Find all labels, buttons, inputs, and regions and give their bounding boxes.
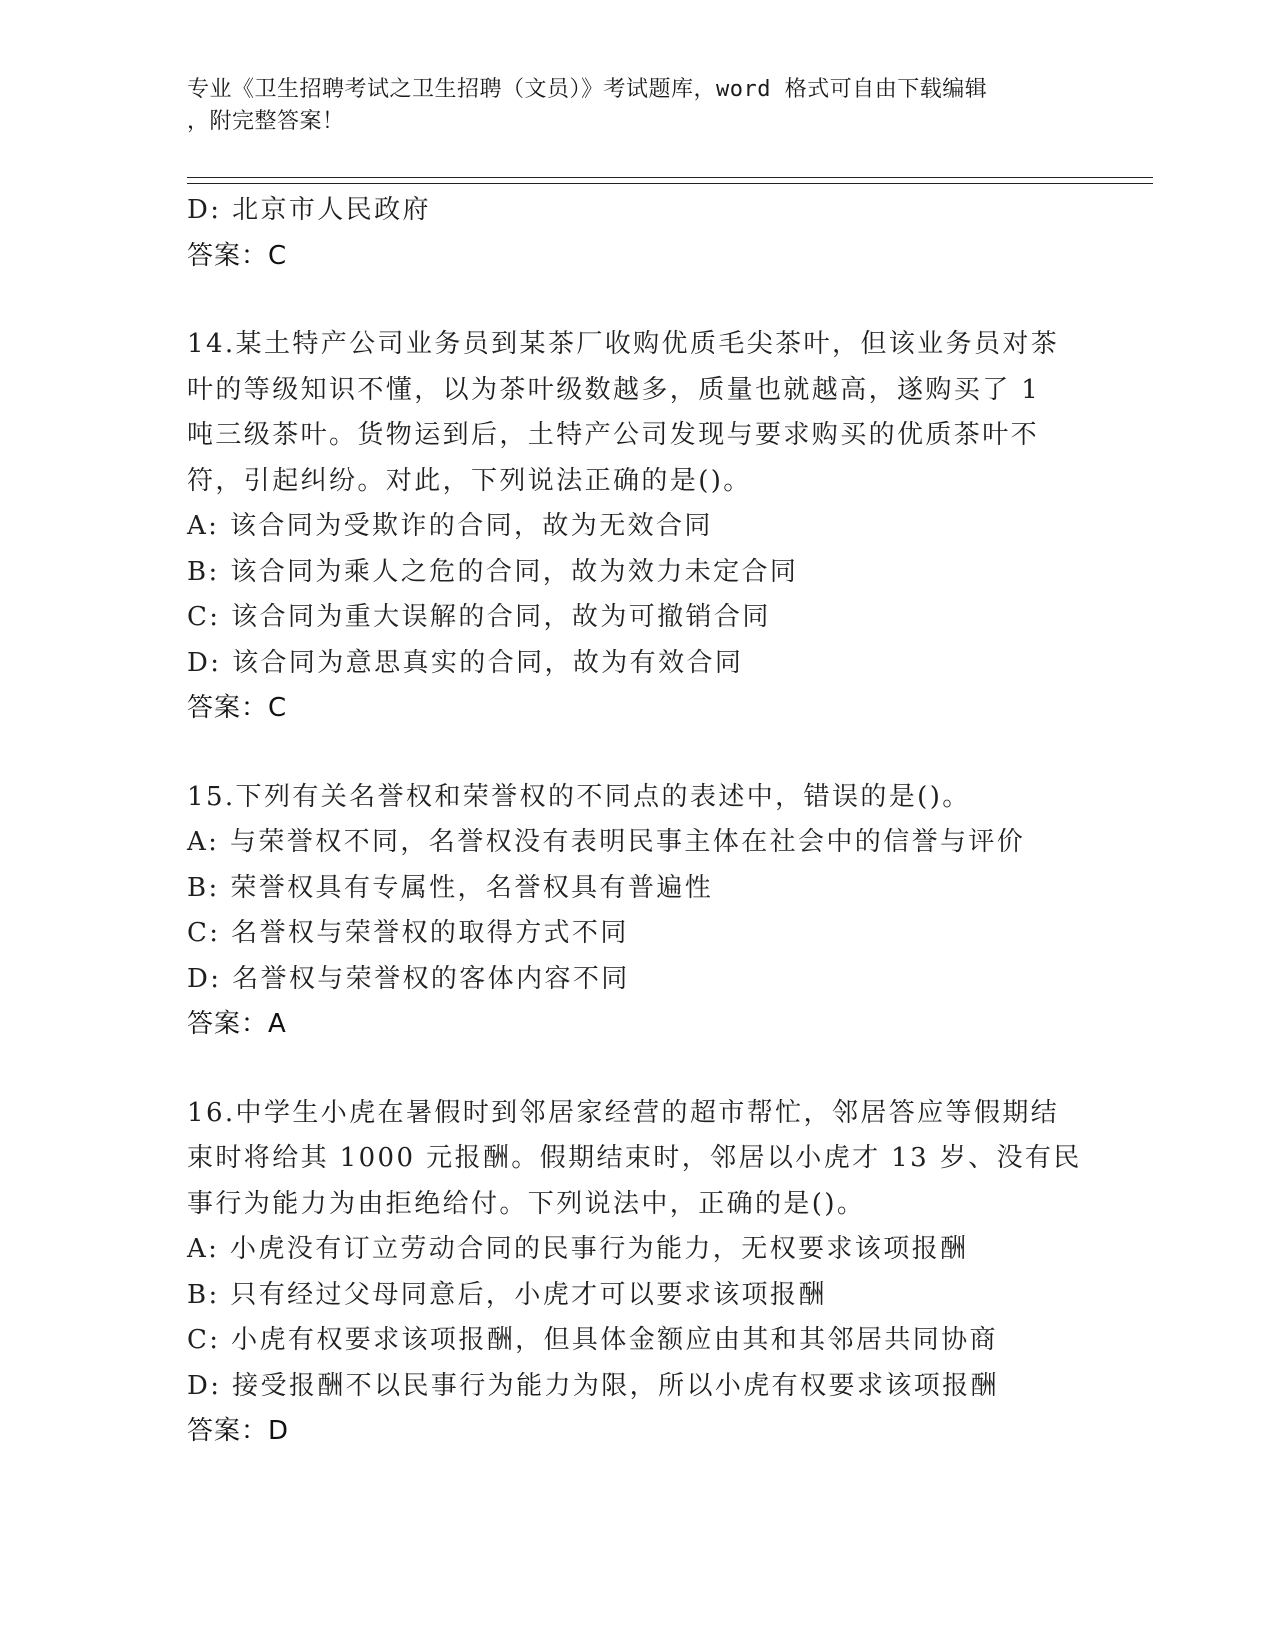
option-c: C: 名誉权与荣誉权的取得方式不同 <box>187 918 629 948</box>
option-a: A: 该合同为受欺诈的合同，故为无效合同 <box>187 511 713 541</box>
question-text-line: 14.某土特产公司业务员到某茶厂收购优质毛尖茶叶，但该业务员对茶 <box>187 329 1060 359</box>
section-gap <box>187 279 1107 322</box>
option-c: C: 小虎有权要求该项报酬，但具体金额应由其和其邻居共同协商 <box>187 1325 998 1355</box>
header-rule-top <box>187 177 1153 178</box>
question-text-line: 束时将给其 1000 元报酬。假期结束时，邻居以小虎才 13 岁、没有民 <box>187 1143 1082 1173</box>
question-text-line: 叶的等级知识不懂，以为茶叶级数越多，质量也就越高，遂购买了 1 <box>187 374 1041 405</box>
option-d: D: 接受报酬不以民事行为能力为限，所以小虎有权要求该项报酬 <box>187 1370 999 1401</box>
header-rule-bottom <box>187 183 1153 184</box>
option-b: B: 该合同为乘人之危的合同，故为效力未定合同 <box>187 556 799 587</box>
question-text-line: 符，引起纠纷。对此，下列说法正确的是()。 <box>187 465 752 496</box>
question-text-line: 事行为能力为由拒绝给付。下列说法中，正确的是()。 <box>187 1188 866 1219</box>
question-15 <box>187 775 1107 1048</box>
answer-line: 答案：D <box>187 1416 290 1446</box>
question-14 <box>187 322 1107 732</box>
document-body <box>187 188 1107 1455</box>
option-d: D: 该合同为意思真实的合同，故为有效合同 <box>187 647 744 678</box>
section-gap <box>187 1048 1107 1091</box>
question-text-line: 15.下列有关名誉权和荣誉权的不同点的表述中，错误的是()。 <box>187 781 971 812</box>
option-d: D: 北京市人民政府 <box>187 195 431 225</box>
page-header <box>187 74 1107 138</box>
section-gap <box>187 732 1107 775</box>
answer-line: 答案：C <box>187 240 288 271</box>
option-c: C: 该合同为重大误解的合同，故为可撤销合同 <box>187 602 771 632</box>
option-a: A: 与荣誉权不同，名誉权没有表明民事主体在社会中的信誉与评价 <box>187 827 1026 857</box>
option-d: D: 名誉权与荣誉权的客体内容不同 <box>187 963 630 994</box>
option-a: A: 小虎没有订立劳动合同的民事行为能力，无权要求该项报酬 <box>187 1234 969 1264</box>
question-text-line: 16.中学生小虎在暑假时到邻居家经营的超市帮忙，邻居答应等假期结 <box>187 1097 1060 1128</box>
question-16 <box>187 1091 1107 1455</box>
header-line-2: ，附完整答案！ <box>187 109 345 134</box>
option-b: B: 荣誉权具有专属性，名誉权具有普遍性 <box>187 872 714 903</box>
question-text-line: 吨三级茶叶。货物运到后，土特产公司发现与要求购买的优质茶叶不 <box>187 420 1040 450</box>
answer-line: 答案：A <box>187 1009 287 1039</box>
header-line-1: 专业《卫生招聘考试之卫生招聘（文员）》考试题库，word 格式可自由下载编辑 <box>187 77 988 102</box>
previous-question-tail <box>187 188 1107 279</box>
answer-line: 答案：C <box>187 693 288 723</box>
option-b: B: 只有经过父母同意后，小虎才可以要求该项报酬 <box>187 1279 827 1310</box>
